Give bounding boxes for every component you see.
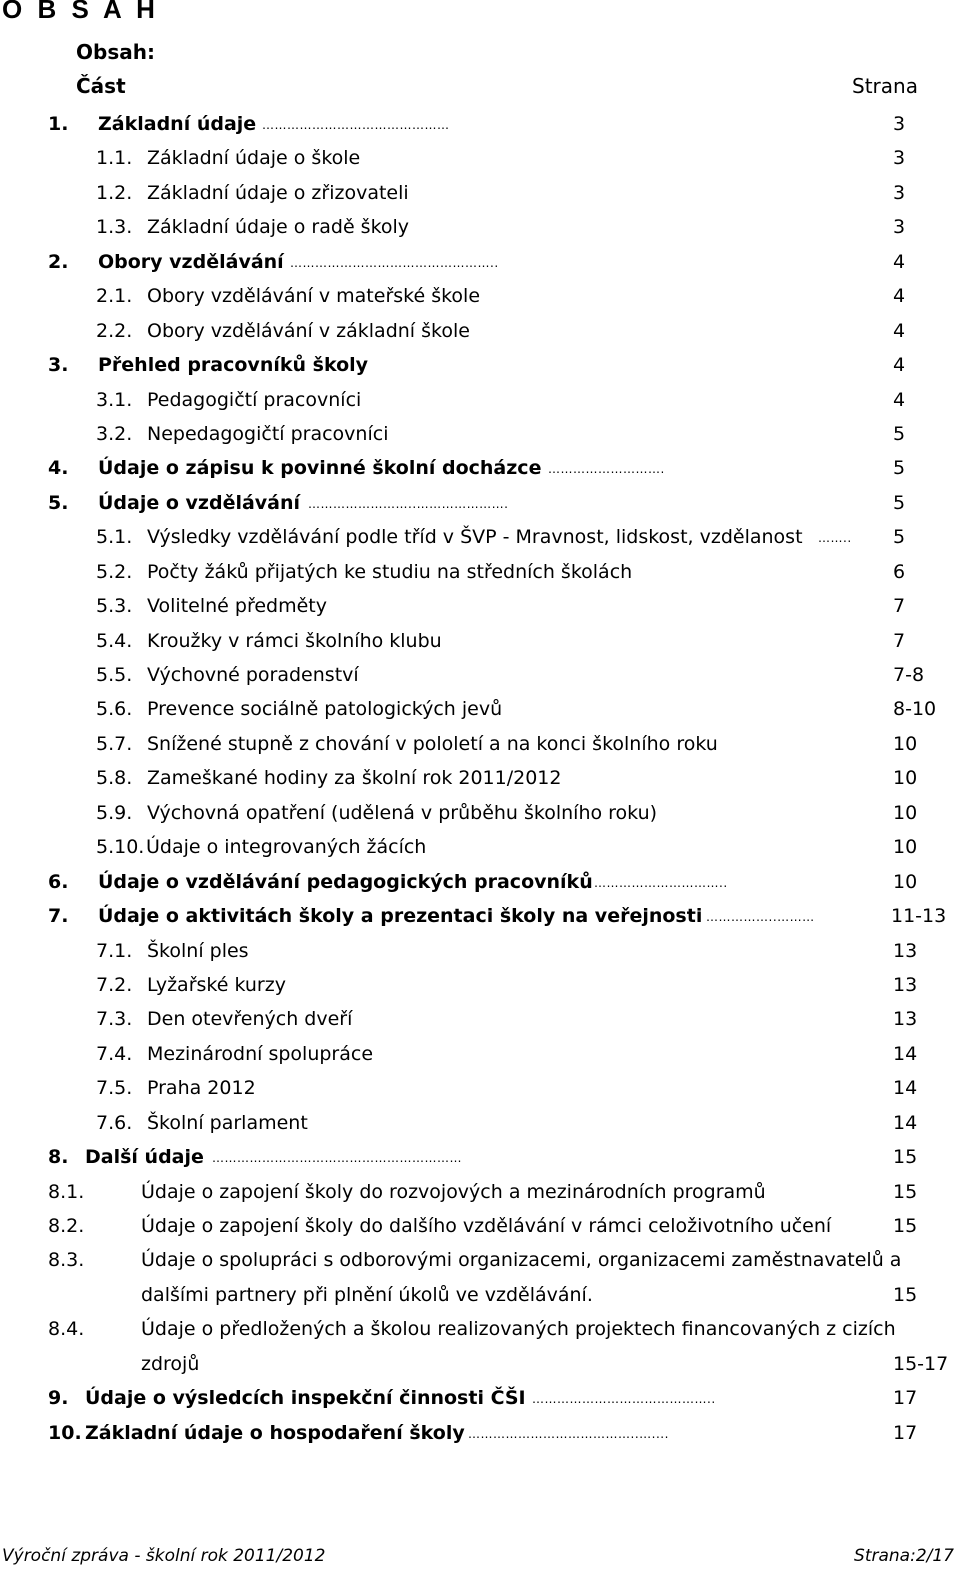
toc-entry-page: 11-13: [891, 905, 947, 928]
toc-entry: [0, 1347, 960, 1381]
toc-entry: [0, 210, 960, 244]
toc-entry-page: 7: [893, 595, 906, 618]
toc-entry-number: 7.2.: [96, 973, 133, 996]
toc-entry-title: Snížené stupně z chování v pololetí a na konci školního roku: [147, 732, 718, 755]
toc-entry-page: 8-10: [893, 698, 937, 721]
toc-entry-page: 14: [893, 1111, 918, 1134]
strana-column-label: Strana: [852, 74, 918, 98]
toc-entry: [0, 107, 960, 141]
toc-entry-title: Výchovné poradenství: [147, 664, 359, 686]
toc-entry: [0, 1140, 960, 1174]
toc-entry-page: 10: [893, 836, 918, 859]
toc-entry-number: 7.: [48, 905, 69, 928]
toc-entry-title: Výchovná opatření (udělená v průběhu školního roku): [147, 801, 658, 824]
toc-entry-title: Údaje o zapojení školy do rozvojových a mezinárodních programů: [141, 1180, 766, 1203]
table-of-contents: [0, 107, 960, 1450]
toc-entry-number: 3.1.: [96, 388, 133, 411]
toc-entry-page: 4: [893, 388, 906, 411]
toc-dot-leader: ……………………..………………….: [308, 496, 509, 511]
toc-entry: [0, 761, 960, 795]
toc-entry-title: Údaje o integrovaných žácích: [146, 836, 427, 859]
toc-entry-title: Praha 2012: [147, 1077, 256, 1100]
toc-entry: [0, 830, 960, 864]
toc-entry-title: Údaje o zapojení školy do dalšího vzdělávání v rámci celoživotního učení: [141, 1215, 832, 1237]
toc-entry-number: 5.6.: [96, 698, 133, 721]
footer-page-number: Strana:2/17: [854, 1546, 954, 1566]
toc-entry-number: 3.: [48, 354, 69, 377]
toc-entry-title: Údaje o výsledcích inspekční činnosti ČŠI: [85, 1387, 526, 1410]
toc-entry-title: Základní údaje o zřizovateli: [147, 181, 409, 204]
toc-entry-number: 8.1.: [48, 1180, 85, 1203]
toc-entry-page: 13: [893, 973, 918, 996]
toc-entry-number: 2.: [48, 250, 69, 273]
toc-entry-number: 5.10.: [96, 836, 145, 859]
toc-entry-page: 10: [893, 767, 918, 790]
toc-entry-title: Obory vzdělávání v základní škole: [147, 319, 470, 342]
toc-entry-page: 3: [893, 147, 906, 170]
toc-entry-title: Školní parlament: [147, 1111, 308, 1134]
toc-entry-number: 7.4.: [96, 1042, 133, 1065]
toc-entry-page: 15: [893, 1146, 918, 1169]
toc-entry-title: Volitelné předměty: [147, 595, 327, 618]
toc-entry: [0, 417, 960, 451]
toc-entry-number: 5.7.: [96, 732, 133, 755]
toc-entry-page: 13: [893, 1008, 918, 1031]
toc-entry-page: 3: [893, 181, 906, 204]
toc-entry: [0, 1071, 960, 1105]
toc-entry: [0, 899, 960, 933]
toc-entry-number: 1.1.: [96, 147, 133, 170]
toc-entry: [0, 692, 960, 726]
toc-entry: [0, 1106, 960, 1140]
toc-entry-title: Základní údaje o hospodaření školy: [85, 1421, 465, 1444]
toc-entry: [0, 1416, 960, 1450]
footer-report-title: Výroční zpráva - školní rok 2011/2012: [2, 1546, 326, 1566]
toc-entry: [0, 1278, 960, 1312]
toc-entry: [0, 1175, 960, 1209]
toc-entry-page: 10: [893, 870, 918, 893]
toc-entry-title: Obory vzdělávání v mateřské škole: [147, 285, 481, 308]
toc-entry-page: 10: [893, 801, 918, 824]
toc-entry: [0, 1312, 960, 1346]
toc-entry-page: 4: [893, 285, 906, 308]
toc-entry-number: 10.: [48, 1421, 82, 1444]
toc-entry-page: 4: [893, 319, 906, 342]
toc-entry-number: 5.8.: [96, 767, 133, 790]
toc-entry-number: 8.2.: [48, 1215, 85, 1237]
toc-entry-number: 2.2.: [96, 319, 133, 342]
toc-entry-title: Lyžařské kurzy: [147, 973, 286, 996]
toc-entry-number: 9.: [48, 1387, 69, 1410]
toc-entry-page: 15: [893, 1215, 918, 1237]
toc-dot-leader: ……………………………………………………: [212, 1151, 462, 1166]
toc-entry-title: Údaje o spolupráci s odborovými organizacemi, organizacemi zaměstnavatelů a: [141, 1249, 902, 1272]
toc-entry-number: 8.3.: [48, 1249, 85, 1272]
toc-entry-title: Obory vzdělávání: [98, 250, 284, 273]
toc-entry-title: Počty žáků přijatých ke studiu na středních školách: [147, 560, 633, 583]
toc-entry-title: Den otevřených dveří: [147, 1008, 353, 1031]
toc-entry-page: 15: [893, 1283, 918, 1306]
toc-entry-number: 5.2.: [96, 560, 133, 583]
toc-entry-page: 5: [893, 491, 906, 514]
toc-entry-title: zdrojů: [141, 1352, 200, 1375]
obsah-heading: Obsah:: [76, 40, 155, 64]
toc-entry-number: 3.2.: [96, 422, 133, 445]
toc-entry-title: Základní údaje: [98, 113, 257, 135]
toc-entry: [0, 624, 960, 658]
toc-entry-page: 3: [893, 113, 906, 135]
toc-entry-page: 5: [893, 457, 906, 480]
toc-entry-page: 7: [893, 629, 906, 652]
toc-entry: [0, 141, 960, 175]
toc-entry-page: 17: [893, 1387, 918, 1410]
toc-entry-page: 4: [893, 354, 906, 377]
toc-entry-title: Údaje o vzdělávání: [98, 491, 301, 514]
toc-entry-title: Základní údaje o radě školy: [147, 216, 410, 239]
toc-entry-page: 3: [893, 216, 906, 239]
toc-entry: [0, 1002, 960, 1036]
toc-dot-leader: ……………………………………..: [532, 1392, 716, 1407]
toc-entry-page: 7-8: [893, 664, 925, 686]
toc-dot-leader: ……………………….: [548, 462, 665, 477]
toc-entry-title: Údaje o vzdělávání pedagogických pracovníků: [98, 870, 593, 893]
toc-entry: [0, 348, 960, 382]
toc-entry: [0, 1209, 960, 1243]
toc-entry: [0, 279, 960, 313]
toc-entry-title: Zameškané hodiny za školní rok 2011/2012: [147, 767, 562, 790]
toc-entry-title: Přehled pracovníků školy: [98, 354, 369, 377]
toc-entry-page: 6: [893, 560, 906, 583]
toc-entry-page: 5: [893, 526, 906, 549]
toc-entry-page: 15: [893, 1180, 918, 1203]
toc-entry-number: 5.5.: [96, 664, 133, 686]
toc-entry-page: 14: [893, 1042, 918, 1065]
toc-entry-title: Výsledky vzdělávání podle tříd v ŠVP - Mravnost, lidskost, vzdělanost: [147, 526, 803, 549]
toc-entry-number: 7.6.: [96, 1111, 133, 1134]
toc-entry-number: 5.3.: [96, 595, 133, 618]
toc-entry-page: 13: [893, 939, 918, 962]
toc-entry: [0, 968, 960, 1002]
cast-column-label: Část: [76, 74, 126, 98]
toc-entry-number: 1.2.: [96, 181, 133, 204]
toc-entry-number: 4.: [48, 457, 69, 480]
toc-entry-number: 7.3.: [96, 1008, 133, 1031]
toc-entry: [0, 555, 960, 589]
toc-dot-leader: ……………..………: [706, 910, 815, 925]
toc-entry: [0, 1381, 960, 1415]
toc-entry: [0, 865, 960, 899]
toc-entry-number: 7.5.: [96, 1077, 133, 1100]
toc-entry-page: 10: [893, 732, 918, 755]
toc-entry: [0, 486, 960, 520]
toc-entry-title: Kroužky v rámci školního klubu: [147, 629, 442, 652]
toc-entry-page: 17: [893, 1421, 918, 1444]
toc-entry: [0, 796, 960, 830]
toc-entry-number: 6.: [48, 870, 69, 893]
toc-entry-number: 5.4.: [96, 629, 133, 652]
toc-dot-leader: …………………………………..…....: [468, 1426, 669, 1441]
toc-entry-title: Nepedagogičtí pracovníci: [147, 422, 389, 445]
toc-entry-number: 5.9.: [96, 801, 133, 824]
toc-entry-number: 1.3.: [96, 216, 133, 239]
toc-entry: [0, 520, 960, 554]
toc-entry-title: Základní údaje o škole: [147, 147, 361, 170]
toc-entry-page: 4: [893, 250, 906, 273]
toc-entry-title: Pedagogičtí pracovníci: [147, 388, 362, 411]
toc-entry: [0, 934, 960, 968]
toc-entry: [0, 314, 960, 348]
toc-entry-number: 5.1.: [96, 526, 133, 549]
toc-entry-number: 7.1.: [96, 939, 133, 962]
toc-entry: [0, 451, 960, 485]
toc-entry: [0, 245, 960, 279]
toc-dot-leader: …………………………..: [594, 875, 728, 890]
page-footer: [0, 1546, 960, 1570]
toc-dot-leader: ………………………………………: [262, 118, 450, 132]
toc-entry: [0, 589, 960, 623]
toc-entry-number: 8.: [48, 1146, 69, 1169]
toc-entry-title: Údaje o předložených a školou realizovaných projektech financovaných z cizích: [141, 1318, 896, 1341]
toc-entry-number: 1.: [48, 113, 69, 135]
toc-entry-number: 5.: [48, 491, 69, 514]
toc-entry: [0, 176, 960, 210]
toc-entry-title: Údaje o aktivitách školy a prezentaci školy na veřejnosti: [98, 905, 703, 928]
toc-entry-title: dalšími partnery při plnění úkolů ve vzdělávání.: [141, 1283, 593, 1306]
toc-entry-title: Prevence sociálně patologických jevů: [147, 698, 503, 721]
toc-entry: [0, 1243, 960, 1277]
toc-entry: [0, 383, 960, 417]
document-title: O B S A H: [2, 0, 159, 24]
toc-entry-page: 5: [893, 422, 906, 445]
toc-entry: [0, 727, 960, 761]
toc-entry-title: Mezinárodní spolupráce: [147, 1042, 374, 1065]
toc-entry-page: 15-17: [893, 1352, 949, 1375]
toc-dot-leader: ……..: [818, 531, 852, 546]
toc-entry: [0, 1037, 960, 1071]
toc-entry: [0, 658, 960, 692]
toc-dot-leader: …………………………………………..: [290, 255, 499, 270]
toc-entry-number: 8.4.: [48, 1318, 85, 1341]
toc-entry-page: 14: [893, 1077, 918, 1100]
toc-entry-title: Školní ples: [147, 939, 249, 962]
toc-entry-title: Údaje o zápisu k povinné školní docházce: [98, 457, 542, 480]
toc-entry-number: 2.1.: [96, 285, 133, 308]
toc-entry-title: Další údaje: [85, 1146, 204, 1169]
